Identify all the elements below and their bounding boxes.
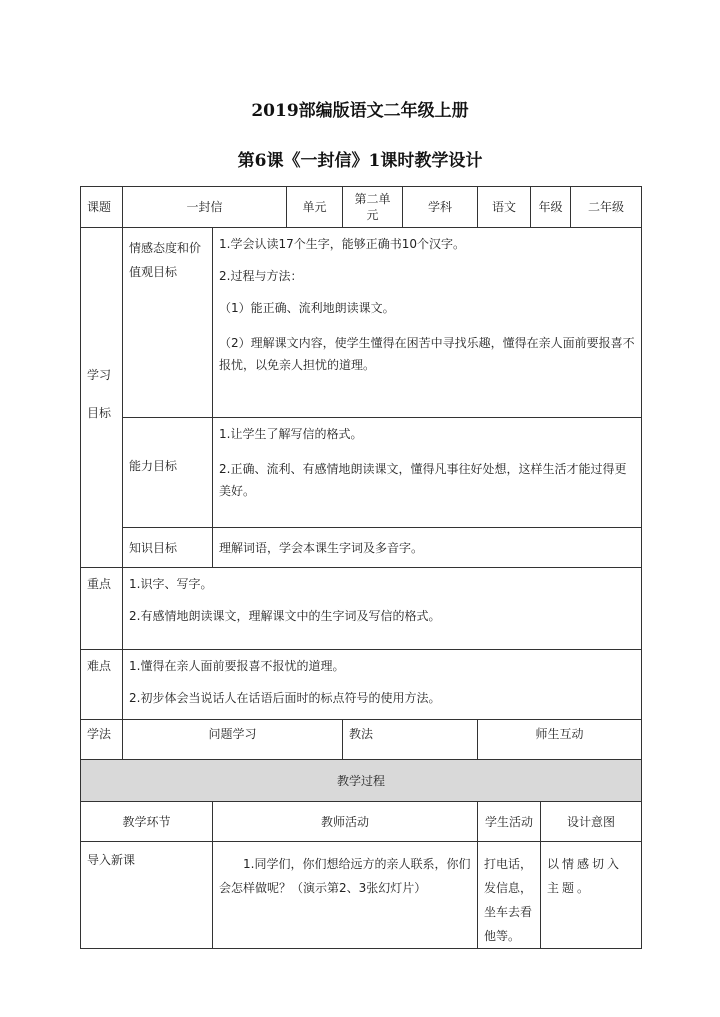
- knowledge-goal-row: [81, 528, 642, 568]
- topic-value: 一封信: [123, 187, 287, 228]
- col-header-intent: 设计意图: [541, 802, 642, 842]
- grade-value: 二年级: [571, 187, 642, 228]
- difficulty-1: 1.懂得在亲人面前要报喜不报忧的道理。: [129, 659, 345, 673]
- knowledge-goal-label: 知识目标: [123, 528, 213, 568]
- subject-value: 语文: [478, 187, 531, 228]
- topic-label: 课题: [81, 187, 123, 228]
- process-row: [81, 842, 642, 949]
- goals-label-line2: 目标: [87, 406, 112, 420]
- process-title-row: [81, 760, 642, 802]
- grade-label: 年级: [531, 187, 571, 228]
- difficulties-content: [123, 650, 642, 720]
- goals-label-line1: 学习: [87, 368, 112, 382]
- teach-method-value: 师生互动: [478, 720, 642, 760]
- ability-item-1: 1.让学生了解写信的格式。: [219, 427, 363, 441]
- subject-label: 学科: [403, 187, 478, 228]
- unit-label: 单元: [287, 187, 343, 228]
- key-points-content: [123, 568, 642, 650]
- col-header-student: 学生活动: [478, 802, 541, 842]
- row-stage: 导入新课: [81, 842, 213, 949]
- row-design-intent: 以情感切入主题。: [541, 842, 642, 949]
- process-section-title: 教学过程: [81, 760, 642, 802]
- key-point-2: 2.有感情地朗读课文，理解课文中的生字词及写信的格式。: [129, 609, 441, 623]
- row-teacher-activity: 1.同学们，你们想给远方的亲人联系，你们会怎样做呢？（演示第2、3张幻灯片）: [213, 842, 478, 949]
- emotion-item-2: 2.过程与方法：: [219, 269, 303, 283]
- process-header-row: [81, 802, 642, 842]
- key-points-row: [81, 568, 642, 650]
- ability-goal-content: [213, 418, 642, 528]
- ability-goal-label: 能力目标: [123, 418, 213, 528]
- study-method-value: 问题学习: [123, 720, 343, 760]
- lesson-plan-table: [80, 186, 642, 949]
- methods-row: [81, 720, 642, 760]
- lesson-subtitle: 第6课《一封信》1课时教学设计: [237, 151, 483, 171]
- emotion-goal-content: [213, 228, 642, 418]
- difficulty-2: 2.初步体会当说话人在话语后面时的标点符号的使用方法。: [129, 691, 441, 705]
- knowledge-goal-content: 理解词语，学会本课生字词及多音字。: [213, 528, 642, 568]
- emotion-goal-row: [81, 228, 642, 418]
- difficulties-row: [81, 650, 642, 720]
- emotion-item-1: 1.学会认读17个生字，能够正确书10个汉字。: [219, 237, 465, 251]
- difficulties-label: 难点: [81, 650, 123, 720]
- teach-method-label: 教法: [343, 720, 478, 760]
- key-point-1: 1.识字、写字。: [129, 577, 213, 591]
- emotion-item-3: （1）能正确、流利地朗读课文。: [219, 301, 395, 315]
- document-title: 2019部编版语文二年级上册: [251, 101, 469, 121]
- row-student-activity: 打电话，发信息，坐车去看他等。: [478, 842, 541, 949]
- col-header-teacher: 教师活动: [213, 802, 478, 842]
- key-points-label: 重点: [81, 568, 123, 650]
- goals-label: [81, 228, 123, 568]
- unit-value: 第二单元: [343, 187, 403, 228]
- study-method-label: 学法: [81, 720, 123, 760]
- emotion-item-4: （2）理解课文内容，使学生懂得在困苦中寻找乐趣，懂得在亲人面前要报喜不报忧，以免亲人担忧的道理。: [219, 336, 635, 372]
- header-row: [81, 187, 642, 228]
- emotion-goal-label: 情感态度和价 值观目标: [123, 228, 213, 418]
- ability-goal-row: [81, 418, 642, 528]
- col-header-stage: 教学环节: [81, 802, 213, 842]
- ability-item-2: 2.正确、流利、有感情地朗读课文，懂得凡事往好处想，这样生活才能过得更美好。: [219, 462, 627, 498]
